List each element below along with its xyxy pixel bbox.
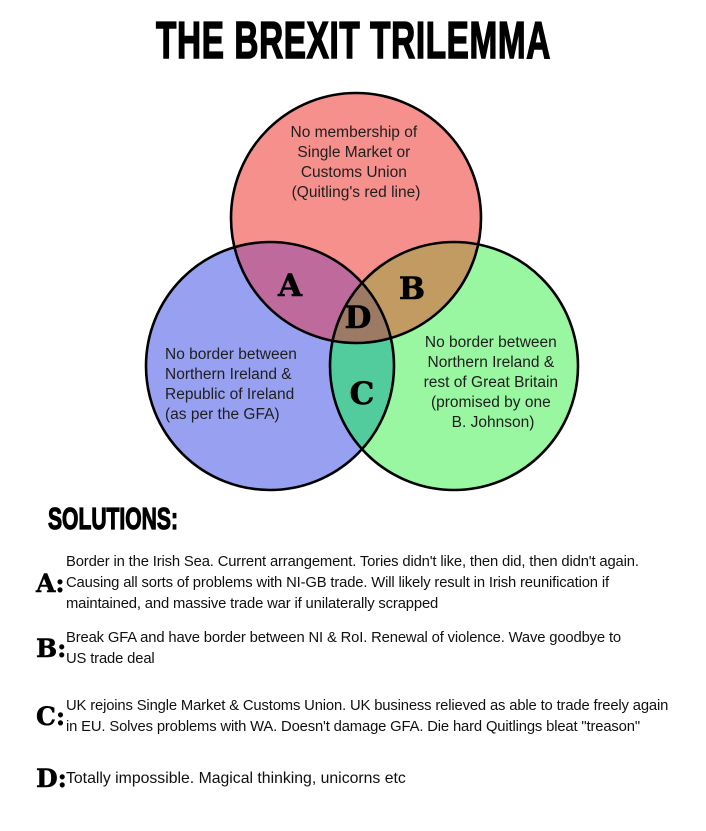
- solution-c-line: UK rejoins Single Market & Customs Union. UK business relieved as able to trade freely again: [66, 698, 669, 714]
- solution-a-line: Border in the Irish Sea. Current arrangement. Tories didn't like, then did, then didn't again.: [66, 554, 639, 570]
- top-caption-line: (Quitling's red line): [291, 184, 421, 201]
- solutions-heading: [48, 501, 239, 536]
- solution-item-c: [36, 696, 668, 738]
- right-caption-line: No border between: [424, 334, 557, 351]
- venn-diagram: [0, 80, 706, 510]
- solution-a-line: maintained, and massive trade war if unilaterally scrapped: [66, 595, 439, 612]
- right-caption-line: Northern Ireland &: [427, 354, 555, 371]
- solution-d-label: D:: [36, 764, 67, 793]
- solution-b-line: US trade deal: [66, 650, 155, 667]
- solution-c-label: C:: [36, 702, 66, 732]
- solution-b-label: B:: [36, 634, 67, 664]
- right-caption-line: rest of Great Britain: [423, 374, 559, 391]
- left-caption-line: Northern Ireland &: [165, 366, 292, 383]
- solution-b-line: Break GFA and have border between NI & RoI. Renewal of violence. Wave goodbye to: [66, 630, 621, 646]
- right-caption-line: (promised by one: [430, 394, 551, 411]
- page-title: [0, 12, 706, 70]
- region-letter-d: D: [344, 300, 372, 336]
- right-caption-line: B. Johnson): [451, 414, 535, 431]
- region-letter-a: A: [277, 268, 303, 304]
- page-title-text: THE BREXIT TRILEMMA: [155, 12, 551, 70]
- top-caption-line: Customs Union: [300, 164, 407, 181]
- solution-item-d: [36, 764, 406, 793]
- top-caption-line: Single Market or: [297, 144, 411, 161]
- left-caption-line: Republic of Ireland: [165, 386, 295, 403]
- solutions-heading-text: SOLUTIONS:: [48, 501, 178, 536]
- solution-a-line: Causing all sorts of problems with NI-GB trade. Will likely result in Irish reunification if: [66, 574, 609, 591]
- region-letter-b: B: [398, 271, 426, 307]
- solution-item-b: [36, 628, 621, 670]
- left-caption-line: (as per the GFA): [165, 406, 280, 423]
- solution-d-line: Totally impossible. Magical thinking, unicorns etc: [66, 769, 406, 787]
- top-caption-line: No membership of: [290, 124, 418, 141]
- solution-d-text: [66, 768, 406, 790]
- solution-item-a: [36, 552, 639, 614]
- solution-a-text: [66, 552, 639, 614]
- solution-b-text: [66, 628, 621, 670]
- region-letter-c: C: [349, 376, 375, 412]
- solution-a-label: A:: [36, 568, 65, 598]
- left-caption-line: No border between: [165, 346, 297, 363]
- solution-c-text: [66, 696, 668, 738]
- solution-c-line: in EU. Solves problems with WA. Doesn't damage GFA. Die hard Quitlings bleat "treason": [66, 718, 640, 735]
